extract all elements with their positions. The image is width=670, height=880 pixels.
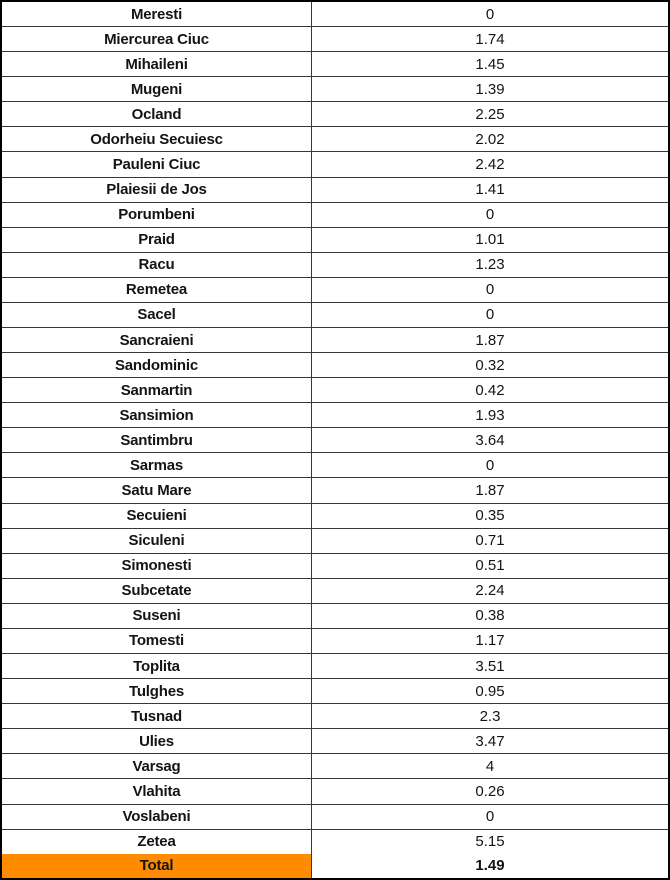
table-row	[2, 203, 668, 228]
locality-cell: Satu Mare	[2, 478, 312, 502]
table-row	[2, 453, 668, 478]
total-label-cell: Total	[2, 854, 312, 878]
locality-cell: Secuieni	[2, 504, 312, 528]
locality-cell: Remetea	[2, 278, 312, 302]
table-row	[2, 403, 668, 428]
table-row	[2, 228, 668, 253]
locality-cell: Sancraieni	[2, 328, 312, 352]
value-cell: 0.32	[475, 356, 505, 374]
table-row	[2, 679, 668, 704]
table-row	[2, 127, 668, 152]
locality-cell: Santimbru	[2, 428, 312, 452]
table-row	[2, 52, 668, 77]
value-cell: 1.23	[475, 256, 505, 274]
value-cell: 0	[485, 808, 495, 826]
value-cell: 0	[485, 5, 495, 23]
locality-cell: Ocland	[2, 102, 312, 126]
value-cell: 0	[485, 206, 495, 224]
locality-cell: Ulies	[2, 729, 312, 753]
locality-cell: Tomesti	[2, 629, 312, 653]
table-row	[2, 77, 668, 102]
table-row	[2, 654, 668, 679]
locality-cell: Meresti	[2, 2, 312, 26]
value-cell: 1.17	[475, 632, 505, 650]
table-row	[2, 604, 668, 629]
locality-cell: Sarmas	[2, 453, 312, 477]
table-row	[2, 328, 668, 353]
locality-cell: Plaiesii de Jos	[2, 178, 312, 202]
table-row	[2, 754, 668, 779]
value-cell: 1.45	[475, 55, 505, 73]
table-row	[2, 805, 668, 830]
value-cell: 0.35	[475, 507, 505, 525]
table-row	[2, 554, 668, 579]
value-cell: 1.87	[475, 331, 505, 349]
value-cell: 2.3	[479, 707, 501, 725]
value-cell: 0	[485, 306, 495, 324]
table-row	[2, 579, 668, 604]
table-row	[2, 729, 668, 754]
locality-cell: Suseni	[2, 604, 312, 628]
locality-cell: Sandominic	[2, 353, 312, 377]
locality-cell: Racu	[2, 253, 312, 277]
value-cell: 0.51	[475, 557, 505, 575]
table-row	[2, 178, 668, 203]
table-row	[2, 529, 668, 554]
value-cell: 1.93	[475, 406, 505, 424]
value-cell: 1.87	[475, 482, 505, 500]
value-cell: 0.95	[475, 682, 505, 700]
value-cell: 5.15	[475, 833, 505, 851]
value-cell: 1.01	[475, 231, 505, 249]
table-row	[2, 152, 668, 177]
value-cell: 0	[485, 456, 495, 474]
table-row	[2, 353, 668, 378]
value-cell: 0.71	[475, 532, 505, 550]
locality-cell: Pauleni Ciuc	[2, 152, 312, 176]
table-row	[2, 278, 668, 303]
table-row	[2, 102, 668, 127]
table-row	[2, 2, 668, 27]
locality-cell: Tulghes	[2, 679, 312, 703]
value-cell: 2.02	[475, 130, 505, 148]
locality-cell: Siculeni	[2, 529, 312, 553]
locality-cell: Sanmartin	[2, 378, 312, 402]
locality-cell: Mihaileni	[2, 52, 312, 76]
table-row	[2, 504, 668, 529]
value-cell: 0	[485, 281, 495, 299]
value-cell: 3.64	[475, 431, 505, 449]
locality-cell: Praid	[2, 228, 312, 252]
table-row	[2, 303, 668, 328]
table-row	[2, 629, 668, 654]
value-cell: 3.47	[475, 732, 505, 750]
value-cell: 2.24	[475, 582, 505, 600]
value-cell: 2.25	[475, 105, 505, 123]
value-cell: 1.41	[475, 181, 505, 199]
locality-cell: Subcetate	[2, 579, 312, 603]
value-cell: 0.26	[475, 782, 505, 800]
table-row	[2, 704, 668, 729]
locality-cell: Voslabeni	[2, 805, 312, 829]
locality-cell: Simonesti	[2, 554, 312, 578]
total-value-cell: 1.49	[475, 857, 505, 875]
locality-cell: Tusnad	[2, 704, 312, 728]
locality-cell: Sansimion	[2, 403, 312, 427]
locality-cell: Varsag	[2, 754, 312, 778]
value-cell: 0.38	[475, 607, 505, 625]
value-cell: 2.42	[475, 156, 505, 173]
table-row	[2, 378, 668, 403]
locality-cell: Odorheiu Secuiesc	[2, 127, 312, 151]
table-row	[2, 779, 668, 804]
table-row	[2, 478, 668, 503]
locality-cell: Toplita	[2, 654, 312, 678]
locality-cell: Mugeni	[2, 77, 312, 101]
table-row	[2, 428, 668, 453]
total-row	[2, 854, 668, 878]
table-row	[2, 27, 668, 52]
table-row	[2, 830, 668, 854]
value-cell: 3.51	[475, 657, 505, 675]
locality-cell: Zetea	[2, 830, 312, 854]
locality-cell: Porumbeni	[2, 203, 312, 227]
locality-cell: Miercurea Ciuc	[2, 27, 312, 51]
value-cell: 0.42	[475, 381, 505, 399]
value-cell: 1.74	[475, 30, 505, 48]
locality-cell: Sacel	[2, 303, 312, 327]
value-cell: 1.39	[475, 80, 505, 98]
table-row	[2, 253, 668, 278]
value-cell: 4	[485, 757, 495, 775]
locality-cell: Vlahita	[2, 779, 312, 803]
